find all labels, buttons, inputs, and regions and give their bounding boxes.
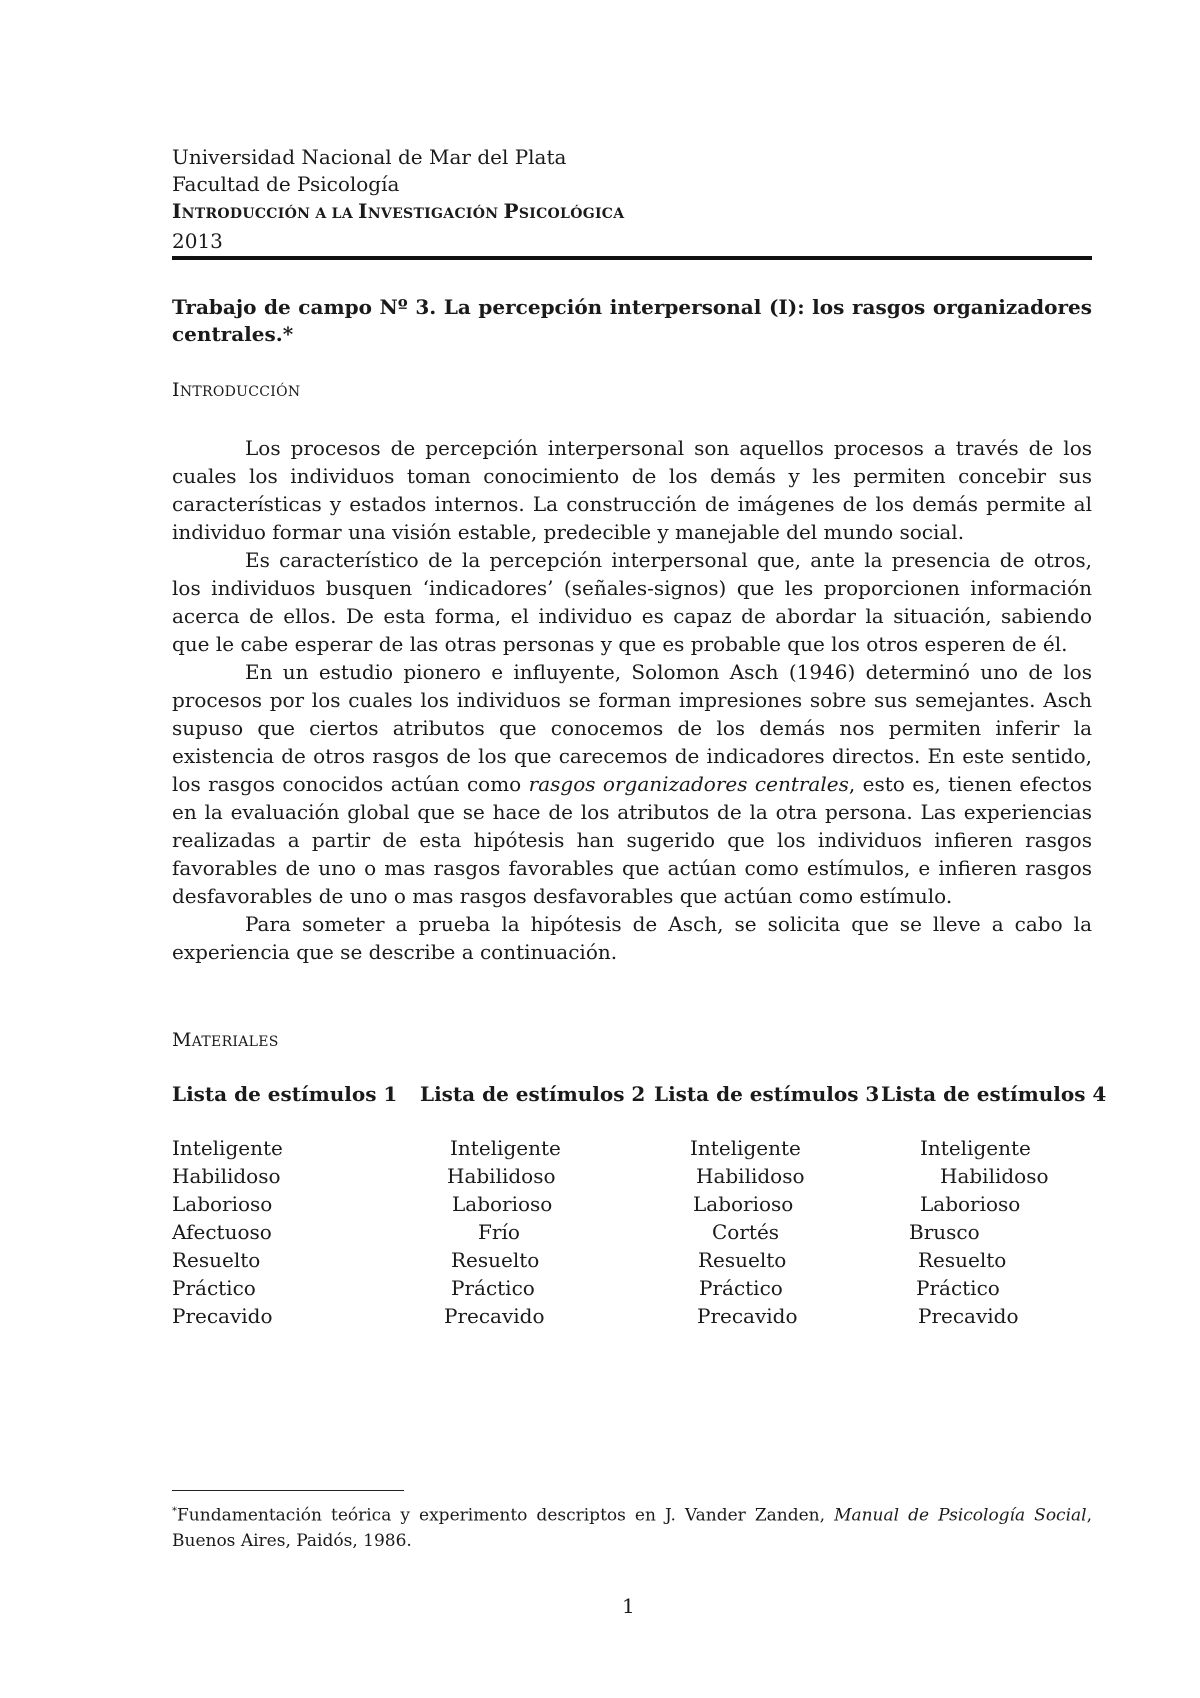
stimulus-item: Precavido	[172, 1304, 273, 1328]
table-row	[172, 1276, 1112, 1304]
column-header: Lista de estímulos 1	[172, 1082, 398, 1106]
stimulus-item: Inteligente	[172, 1136, 283, 1160]
table-row	[172, 1192, 1112, 1220]
stimulus-item: Práctico	[451, 1276, 535, 1300]
stimulus-item: Inteligente	[920, 1136, 1031, 1160]
stimulus-item: Habilidoso	[447, 1164, 556, 1188]
stimulus-item: Laborioso	[920, 1192, 1021, 1216]
stimulus-item: Práctico	[172, 1276, 256, 1300]
column-header: Lista de estímulos 4	[881, 1082, 1107, 1106]
header-divider	[172, 256, 1092, 260]
stimulus-item: Habilidoso	[172, 1164, 281, 1188]
stimulus-item: Precavido	[918, 1304, 1019, 1328]
stimulus-item: Práctico	[699, 1276, 783, 1300]
materials-heading: MATERIALES	[172, 1029, 279, 1051]
table-row	[172, 1304, 1112, 1332]
stimulus-item: Precavido	[697, 1304, 798, 1328]
paragraph-4: Para someter a prueba la hipótesis de Asch, se solicita que se lleve a cabo la experiencia que se describe a continuación.	[172, 912, 1092, 964]
stimulus-item: Afectuoso	[172, 1220, 272, 1244]
stimulus-item: Cortés	[712, 1220, 780, 1244]
stimulus-item: Práctico	[916, 1276, 1000, 1300]
stimulus-item: Habilidoso	[940, 1164, 1049, 1188]
footnote-divider	[172, 1490, 404, 1491]
table-row	[172, 1136, 1112, 1164]
subject-name: INTRODUCCIÓN A LA INVESTIGACIÓN PSICOLÓGICA	[172, 199, 625, 223]
page-number: 1	[622, 1594, 635, 1618]
year: 2013	[172, 229, 223, 253]
stimulus-item: Inteligente	[450, 1136, 561, 1160]
column-header: Lista de estímulos 3	[654, 1082, 880, 1106]
university-name: Universidad Nacional de Mar del Plata	[172, 145, 567, 169]
stimulus-item: Habilidoso	[696, 1164, 805, 1188]
italic-term: rasgos organizadores centrales	[528, 772, 849, 796]
stimulus-item: Frío	[478, 1220, 520, 1244]
paragraph-3: En un estudio pionero e influyente, Solomon Asch (1946) determinó uno de los procesos por los cuales los individuos se forman impresiones sobre sus semejantes. Asch supuso que ciertos atributos que conocemos de los demás nos permiten inferir la existencia de otros rasgos de los que carecemos de indicadores directos. En este sentido, los rasgos conocidos actúan como rasgos organizadores centrales, esto es, tienen efectos en la evaluación global que se hace de los atributos de la otra persona. Las experiencias realizadas a partir de esta hipótesis han sugerido que los individuos infieren rasgos favorables de uno o mas rasgos favorables que actúan como estímulos, e infieren rasgos desfavorables de uno o mas rasgos desfavorables que actúan como estímulo.	[172, 660, 1093, 908]
column-header: Lista de estímulos 2	[420, 1082, 646, 1106]
stimulus-item: Laborioso	[693, 1192, 794, 1216]
stimulus-item: Resuelto	[451, 1248, 540, 1272]
intro-body	[172, 434, 1092, 966]
footnote-book-title: Manual de Psicología Social	[834, 1505, 1087, 1526]
stimulus-item: Resuelto	[698, 1248, 787, 1272]
paragraph-2: Es característico de la percepción interpersonal que, ante la presencia de otros, los individuos busquen ‘indicadores’ (señales-signos) que les proporcionen información acerca de ellos. De esta forma, el individuo es capaz de abordar la situación, sabiendo que le cabe esperar de las otras personas y que es probable que los otros esperen de él.	[172, 548, 1092, 656]
paragraph-1: Los procesos de percepción interpersonal son aquellos procesos a través de los cuales los individuos toman conocimiento de los demás y les permiten concebir sus características y estados internos. La construcción de imágenes de los demás permite al individuo formar una visión estable, predecible y manejable del mundo social.	[172, 436, 1092, 544]
document-header	[172, 144, 1092, 255]
stimulus-item: Inteligente	[690, 1136, 801, 1160]
table-row	[172, 1248, 1112, 1276]
stimulus-item: Laborioso	[452, 1192, 553, 1216]
stimulus-item: Precavido	[444, 1304, 545, 1328]
table-row	[172, 1164, 1112, 1192]
stimulus-item: Resuelto	[172, 1248, 261, 1272]
table-row	[172, 1220, 1112, 1248]
stimulus-rows	[172, 1136, 1112, 1332]
document-title: Trabajo de campo Nº 3. La percepción interpersonal (I): los rasgos organizadores centrales.*	[172, 295, 1092, 346]
footnote: *Fundamentación teórica y experimento descriptos en J. Vander Zanden, Manual de Psicología Social, Buenos Aires, Paidós, 1986.	[172, 1505, 1092, 1551]
stimulus-lists-table	[172, 1082, 1112, 1332]
stimulus-item: Laborioso	[172, 1192, 273, 1216]
stimulus-lists-header-row	[172, 1082, 1112, 1112]
intro-heading: INTRODUCCIÓN	[172, 379, 301, 401]
stimulus-item: Resuelto	[918, 1248, 1007, 1272]
faculty-name: Facultad de Psicología	[172, 172, 400, 196]
stimulus-item: Brusco	[909, 1220, 980, 1244]
